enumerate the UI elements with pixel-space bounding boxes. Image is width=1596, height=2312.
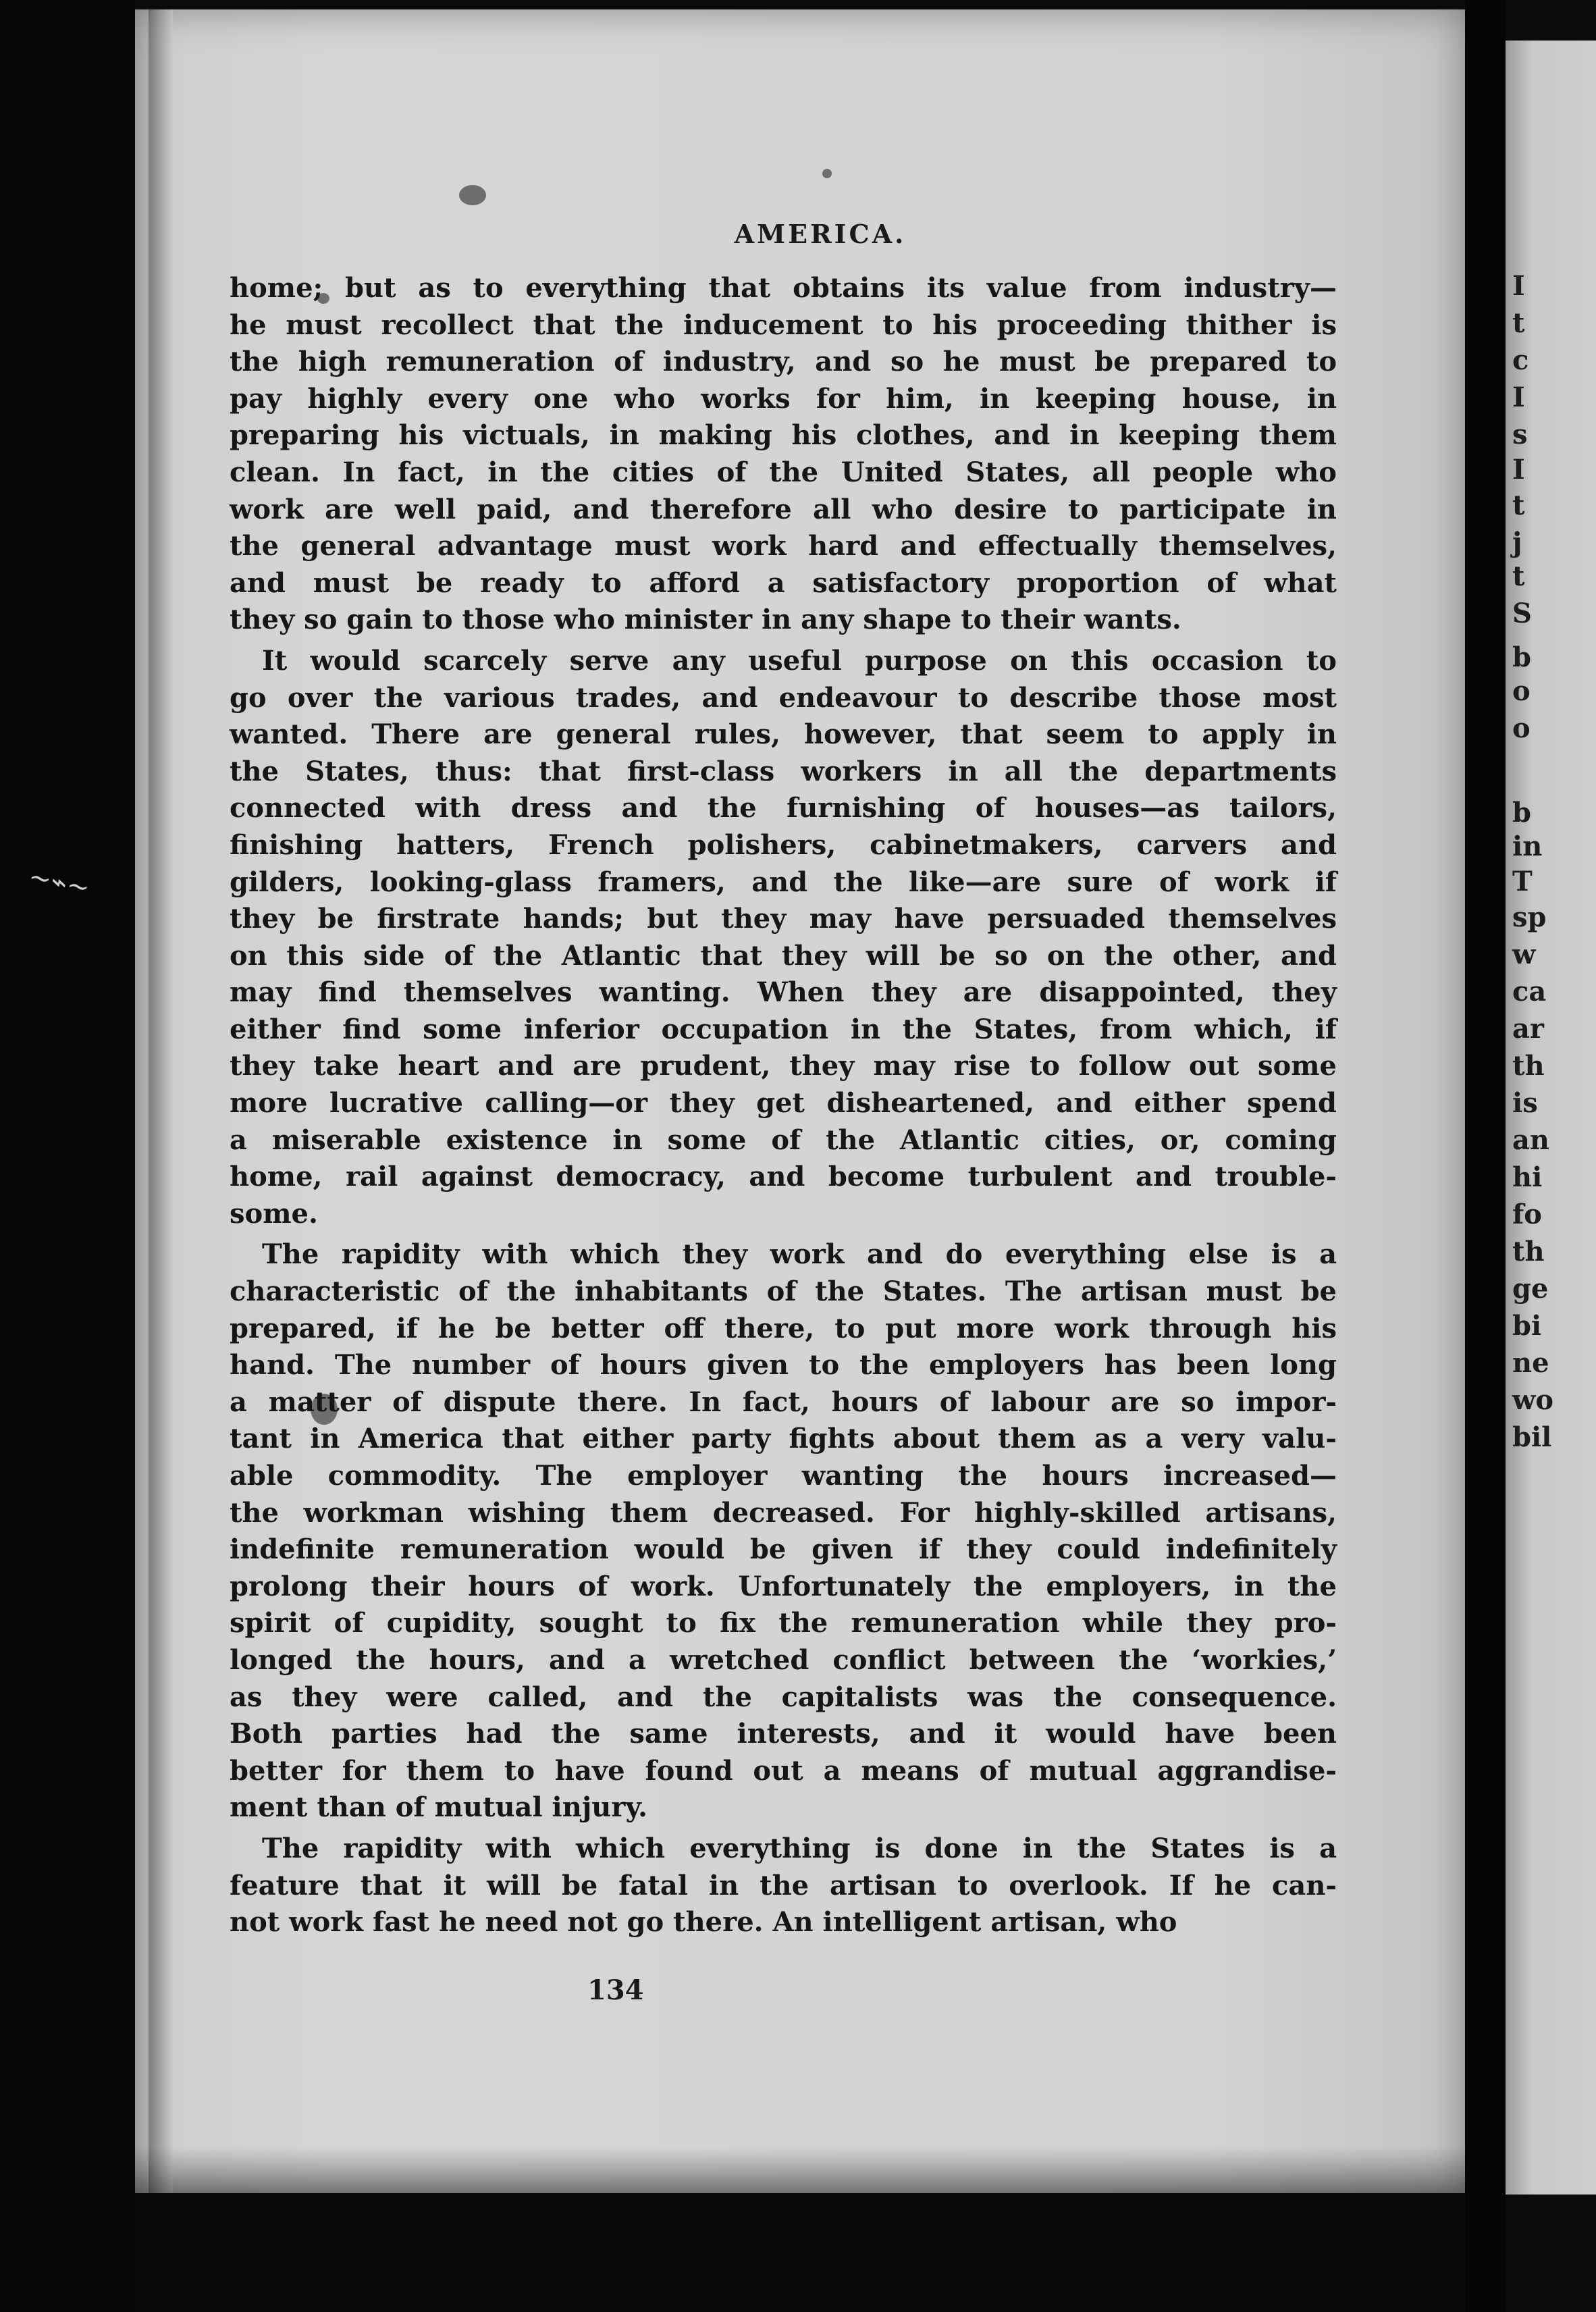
text-line: the workman wishing them decreased. For highly-skilled artisans, <box>230 1496 1337 1529</box>
running-head: AMERICA. <box>734 219 907 249</box>
text-line: the high remuneration of industry, and so he must be prepared to <box>230 346 1337 378</box>
text-line: hand. The number of hours given to the employers has been long <box>230 1349 1337 1382</box>
facing-page-fragment: wo <box>1512 1384 1554 1416</box>
facing-page-fragment: an <box>1512 1124 1549 1156</box>
paragraph <box>230 1236 1337 1827</box>
body-text <box>230 270 1337 1941</box>
facing-page-fragment: I <box>1512 454 1525 485</box>
text-line: work are well paid, and therefore all who desire to participate in <box>230 493 1337 525</box>
text-line: either find some inferior occupation in the States, from which, if <box>230 1013 1337 1045</box>
facing-page-fragment: b <box>1512 641 1531 673</box>
facing-page-fragment: ge <box>1512 1273 1549 1305</box>
text-line: It would scarcely serve any useful purpose on this occasion to <box>262 644 1337 677</box>
text-line: ment than of mutual injury. <box>230 1791 648 1824</box>
facing-page-fragment: bi <box>1512 1310 1542 1342</box>
text-line: gilders, looking-glass framers, and the like—are sure of work if <box>230 866 1337 898</box>
text-line: prolong their hours of work. Unfortunately the employers, in the <box>230 1570 1337 1602</box>
facing-page-fragment: ca <box>1512 976 1547 1007</box>
text-line: a miserable existence in some of the Atlantic cities, or, coming <box>230 1124 1337 1156</box>
text-line: they be firstrate hands; but they may have persuaded themselves <box>230 903 1337 935</box>
facing-page-fragment: ar <box>1512 1013 1544 1045</box>
facing-page-fragment: is <box>1512 1087 1538 1119</box>
facing-page-fragment: o <box>1512 675 1531 707</box>
text-line: more lucrative calling—or they get disheartened, and either spend <box>230 1087 1337 1120</box>
page-gutter <box>1465 0 1506 2312</box>
text-line: the general advantage must work hard and effectually themselves, <box>230 530 1337 562</box>
film-edge-mark: ~⌁~ <box>26 861 93 905</box>
page-binding-edge <box>149 9 173 2193</box>
facing-page-fragment: fo <box>1512 1199 1542 1230</box>
text-line: connected with dress and the furnishing of houses—as tailors, <box>230 792 1337 824</box>
text-line: the States, thus: that first-class workers in all the departments <box>230 755 1337 787</box>
paragraph <box>230 1831 1337 1941</box>
text-line: and must be ready to afford a satisfactory proportion of what <box>230 567 1337 599</box>
page-number: 134 <box>587 1974 644 2006</box>
text-line: preparing his victuals, in making his clothes, and in keeping them <box>230 419 1337 452</box>
facing-page-fragment: j <box>1512 527 1522 558</box>
facing-page-fragment: sp <box>1512 901 1547 933</box>
text-line: wanted. There are general rules, however, that seem to apply in <box>230 718 1337 751</box>
text-line: pay highly every one who works for him, in keeping house, in <box>230 382 1337 415</box>
bottom-film-strip <box>135 2193 1465 2312</box>
text-line: as they were called, and the capitalists was the consequence. <box>230 1681 1337 1713</box>
text-line: The rapidity with which everything is done in the States is a <box>262 1832 1337 1864</box>
text-line: indefinite remuneration would be given if they could indefinitely <box>230 1533 1337 1566</box>
text-line: feature that it will be fatal in the artisan to overlook. If he can- <box>230 1869 1337 1901</box>
facing-page-fragment: b <box>1512 797 1531 829</box>
facing-page-fragment: th <box>1512 1050 1545 1082</box>
text-line: they so gain to those who minister in any shape to their wants. <box>230 604 1181 636</box>
facing-page-fragment: I <box>1512 270 1525 302</box>
facing-page-fragment: o <box>1512 712 1531 744</box>
facing-page-fragment: ne <box>1512 1347 1549 1379</box>
text-line: characteristic of the inhabitants of the States. The artisan must be <box>230 1276 1337 1308</box>
facing-page-fragment: t <box>1512 560 1525 592</box>
text-line: The rapidity with which they work and do everything else is a <box>262 1238 1337 1271</box>
text-line: Both parties had the same interests, and it would have been <box>230 1718 1337 1750</box>
facing-page-fragment: in <box>1512 831 1543 862</box>
facing-page-fragment: w <box>1512 939 1536 970</box>
facing-page-fragment: th <box>1512 1236 1545 1267</box>
text-line: home; but as to everything that obtains its value from industry— <box>230 272 1337 304</box>
text-line: some. <box>230 1197 318 1230</box>
facing-page-fragment: S <box>1512 598 1532 629</box>
text-line: clean. In fact, in the cities of the United States, all people who <box>230 456 1337 488</box>
text-line: they take heart and are prudent, they may rise to follow out some <box>230 1050 1337 1082</box>
ink-smudge <box>459 185 486 205</box>
text-line: not work fast he need not go there. An intelligent artisan, who <box>230 1906 1177 1939</box>
text-line: longed the hours, and a wretched conflict between the ‘workies,’ <box>230 1644 1337 1676</box>
text-line: finishing hatters, French polishers, cabinetmakers, carvers and <box>230 829 1337 861</box>
text-line: tant in America that either party fights about them as a very valu- <box>230 1423 1337 1455</box>
text-line: a matter of dispute there. In fact, hours of labour are so impor- <box>230 1386 1337 1418</box>
paragraph <box>230 270 1337 639</box>
facing-page-fragment: T <box>1512 866 1533 897</box>
paragraph <box>230 643 1337 1233</box>
facing-page-fragment: I <box>1512 382 1525 413</box>
text-line: he must recollect that the inducement to his proceeding thither is <box>230 309 1337 341</box>
text-line: better for them to have found out a means of mutual aggrandise- <box>230 1754 1337 1787</box>
text-line: on this side of the Atlantic that they will be so on the other, and <box>230 939 1337 972</box>
text-line: home, rail against democracy, and become turbulent and trouble- <box>230 1161 1337 1193</box>
text-line: go over the various trades, and endeavour to describe those most <box>230 681 1337 714</box>
ink-smudge <box>822 169 832 178</box>
text-line: may find themselves wanting. When they are disappointed, they <box>230 976 1337 1009</box>
text-line: spirit of cupidity, sought to fix the remuneration while they pro- <box>230 1607 1337 1639</box>
text-line: able commodity. The employer wanting the hours increased— <box>230 1460 1337 1492</box>
facing-page-fragment: t <box>1512 490 1525 521</box>
facing-page-fragment: bil <box>1512 1421 1552 1453</box>
facing-page-fragment: c <box>1512 344 1529 376</box>
facing-page-fragment: hi <box>1512 1161 1543 1193</box>
facing-page-fragment: t <box>1512 307 1525 339</box>
facing-page <box>1506 41 1596 2195</box>
text-line: prepared, if he be better off there, to put more work through his <box>230 1312 1337 1344</box>
left-film-margin <box>0 0 135 2312</box>
page-shadow <box>135 2146 1465 2193</box>
facing-page-fragment: s <box>1512 419 1528 450</box>
